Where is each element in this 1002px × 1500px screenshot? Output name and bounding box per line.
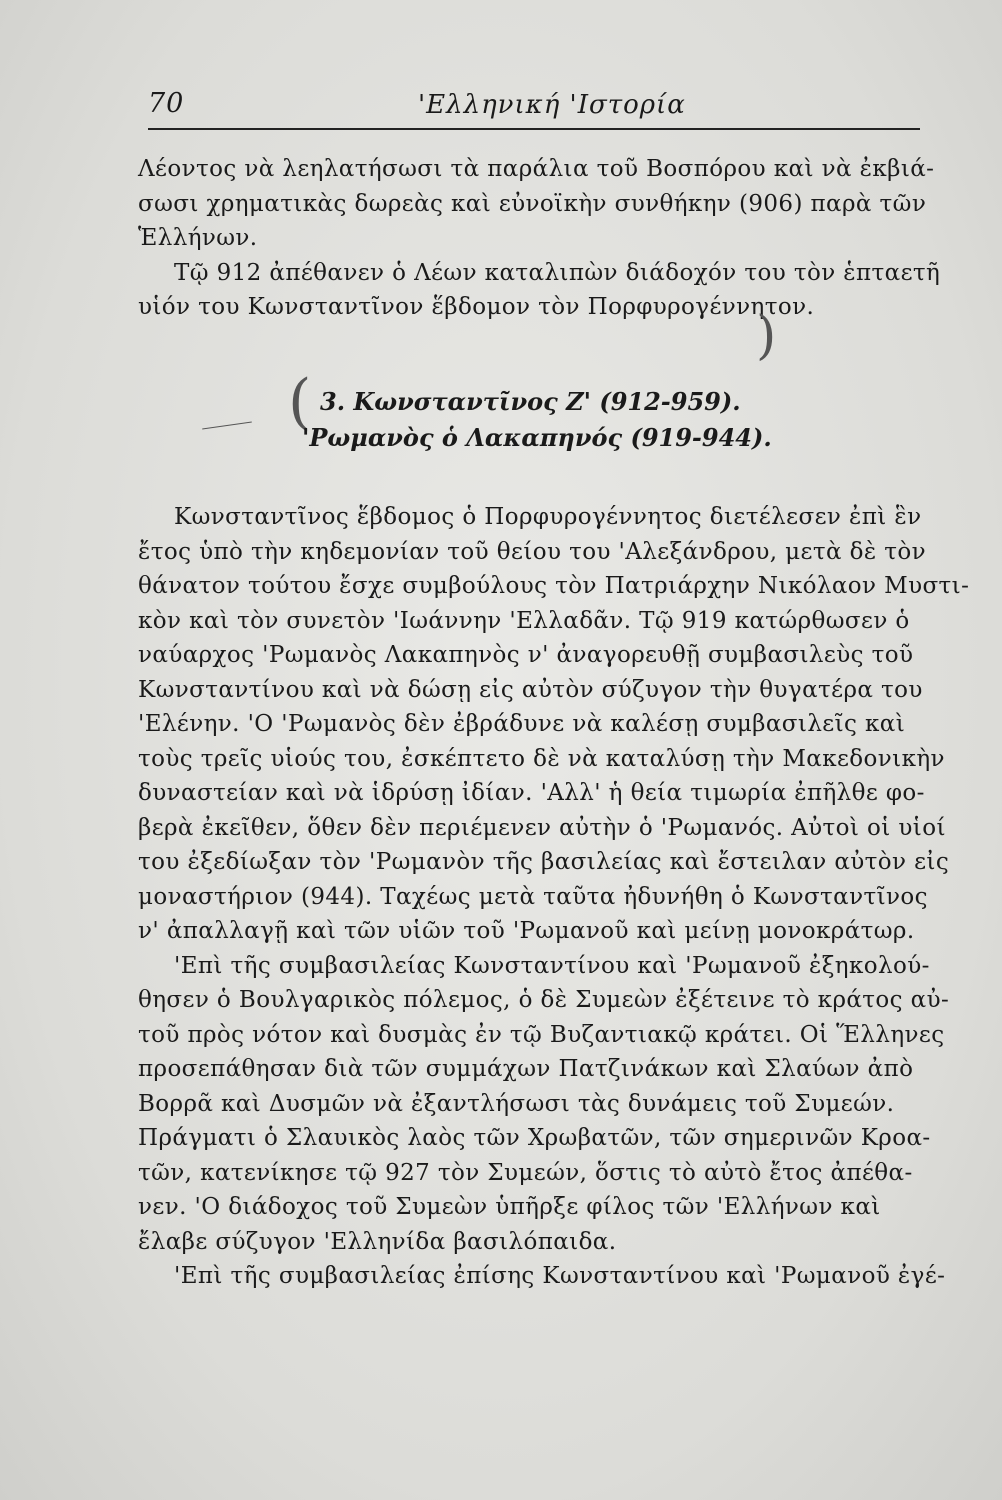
text-line: προσεπάθησαν διὰ τῶν συμμάχων Πατζινάκων καὶ Σλαύων ἀπὸ xyxy=(138,1056,914,1082)
text-line: ν' ἀπαλλαγῇ καὶ τῶν υἱῶν τοῦ 'Ρωμανοῦ καὶ μείνῃ μονοκράτωρ. xyxy=(138,918,915,944)
running-title: 'Ελληνική 'Ιστορία xyxy=(418,90,686,120)
text-line: Ἑλλήνων. xyxy=(138,225,258,251)
text-line: Τῷ 912 ἀπέθανεν ὁ Λέων καταλιπὼν διάδοχόν του τὸν ἑπταετῆ xyxy=(174,259,941,286)
header-rule xyxy=(148,128,920,130)
text-line: τοῦ πρὸς νότον καὶ δυσμὰς ἐν τῷ Βυζαντιακῷ κράτει. Οἱ Ἕλληνες xyxy=(138,1021,945,1048)
pencil-bracket-mark: ( xyxy=(288,367,312,437)
section-heading-line: 3. Κωνσταντῖνος Ζ' (912-959). xyxy=(320,387,741,416)
pencil-bracket-mark: ) xyxy=(756,306,777,366)
section-heading xyxy=(300,384,860,456)
page-number: 70 xyxy=(148,88,185,119)
text-line: ἔλαβε σύζυγον 'Ελληνίδα βασιλόπαιδα. xyxy=(138,1228,617,1255)
text-line: Βορρᾶ καὶ Δυσμῶν νὰ ἐξαντλήσωσι τὰς δυνάμεις τοῦ Συμεών. xyxy=(138,1090,895,1117)
pencil-dash-mark xyxy=(202,422,252,430)
text-line: σωσι χρηματικὰς δωρεὰς καὶ εὐνοϊκὴν συνθήκην (906) παρὰ τῶν xyxy=(138,190,927,217)
text-line: θάνατον τούτου ἔσχε συμβούλους τὸν Πατριάρχην Νικόλαον Μυστι- xyxy=(138,573,970,599)
text-line: νεν. 'Ο διάδοχος τοῦ Συμεὼν ὑπῆρξε φίλος τῶν 'Ελλήνων καὶ xyxy=(138,1194,881,1220)
text-line: δυναστείαν καὶ νὰ ἱδρύσῃ ἰδίαν. 'Αλλ' ἡ θεία τιμωρία ἐπῆλθε φο- xyxy=(138,780,925,806)
section-heading-line: 'Ρωμανὸς ὁ Λακαπηνός (919-944). xyxy=(302,423,772,452)
text-line: Κωνσταντίνου καὶ νὰ δώσῃ εἰς αὐτὸν σύζυγον τὴν θυγατέρα του xyxy=(138,676,923,703)
text-line: βερὰ ἐκεῖθεν, ὅθεν δὲν περιέμενεν αὐτὴν ὁ 'Ρωμανός. Αὐτοὶ οἱ υἱοί xyxy=(138,814,946,841)
text-line: θησεν ὁ Βουλγαρικὸς πόλεμος, ὁ δὲ Συμεὼν ἐξέτεινε τὸ κράτος αὐ- xyxy=(138,987,950,1013)
text-line: Πράγματι ὁ Σλαυικὸς λαὸς τῶν Χρωβατῶν, τῶν σημερινῶν Κροα- xyxy=(138,1125,931,1151)
text-line: τοὺς τρεῖς υἱούς του, ἐσκέπτετο δὲ νὰ καταλύσῃ τὴν Μακεδονικὴν xyxy=(138,745,945,772)
text-line: υἱόν του Κωνσταντῖνον ἕβδομον τὸν Πορφυρογέννητον. xyxy=(138,294,815,320)
intro-text xyxy=(138,152,941,325)
page-header xyxy=(148,88,918,128)
text-line: 'Επὶ τῆς συμβασιλείας Κωνσταντίνου καὶ 'Ρωμανοῦ ἐξηκολού- xyxy=(174,952,930,979)
text-line: Λέοντος νὰ λεηλατήσωσι τὰ παράλια τοῦ Βοσπόρου καὶ νὰ ἐκβιά- xyxy=(138,156,935,182)
text-line: κὸν καὶ τὸν συνετὸν 'Ιωάννην 'Ελλαδᾶν. Τῷ 919 κατώρθωσεν ὁ xyxy=(138,607,910,634)
text-line: Κωνσταντῖνος ἕβδομος ὁ Πορφυρογέννητος διετέλεσεν ἐπὶ ἓν xyxy=(174,504,922,530)
main-text xyxy=(138,500,970,1294)
text-line: του ἐξεδίωξαν τὸν 'Ρωμανὸν τῆς βασιλείας καὶ ἔστειλαν αὐτὸν εἰς xyxy=(138,849,950,875)
text-line: τῶν, κατενίκησε τῷ 927 τὸν Συμεών, ὅστις τὸ αὐτὸ ἔτος ἀπέθα- xyxy=(138,1159,913,1186)
text-line: μοναστήριον (944). Ταχέως μετὰ ταῦτα ἠδυνήθη ὁ Κωνσταντῖνος xyxy=(138,883,928,910)
text-line: ναύαρχος 'Ρωμανὸς Λακαπηνὸς ν' ἀναγορευθῇ συμβασιλεὺς τοῦ xyxy=(138,642,914,668)
text-line: 'Επὶ τῆς συμβασιλείας ἐπίσης Κωνσταντίνου καὶ 'Ρωμανοῦ ἐγέ- xyxy=(174,1263,946,1289)
text-line: 'Ελένην. 'Ο 'Ρωμανὸς δὲν ἐβράδυνε νὰ καλέσῃ συμβασιλεῖς καὶ xyxy=(138,711,906,737)
text-line: ἔτος ὑπὸ τὴν κηδεμονίαν τοῦ θείου του 'Αλεξάνδρου, μετὰ δὲ τὸν xyxy=(138,538,927,565)
